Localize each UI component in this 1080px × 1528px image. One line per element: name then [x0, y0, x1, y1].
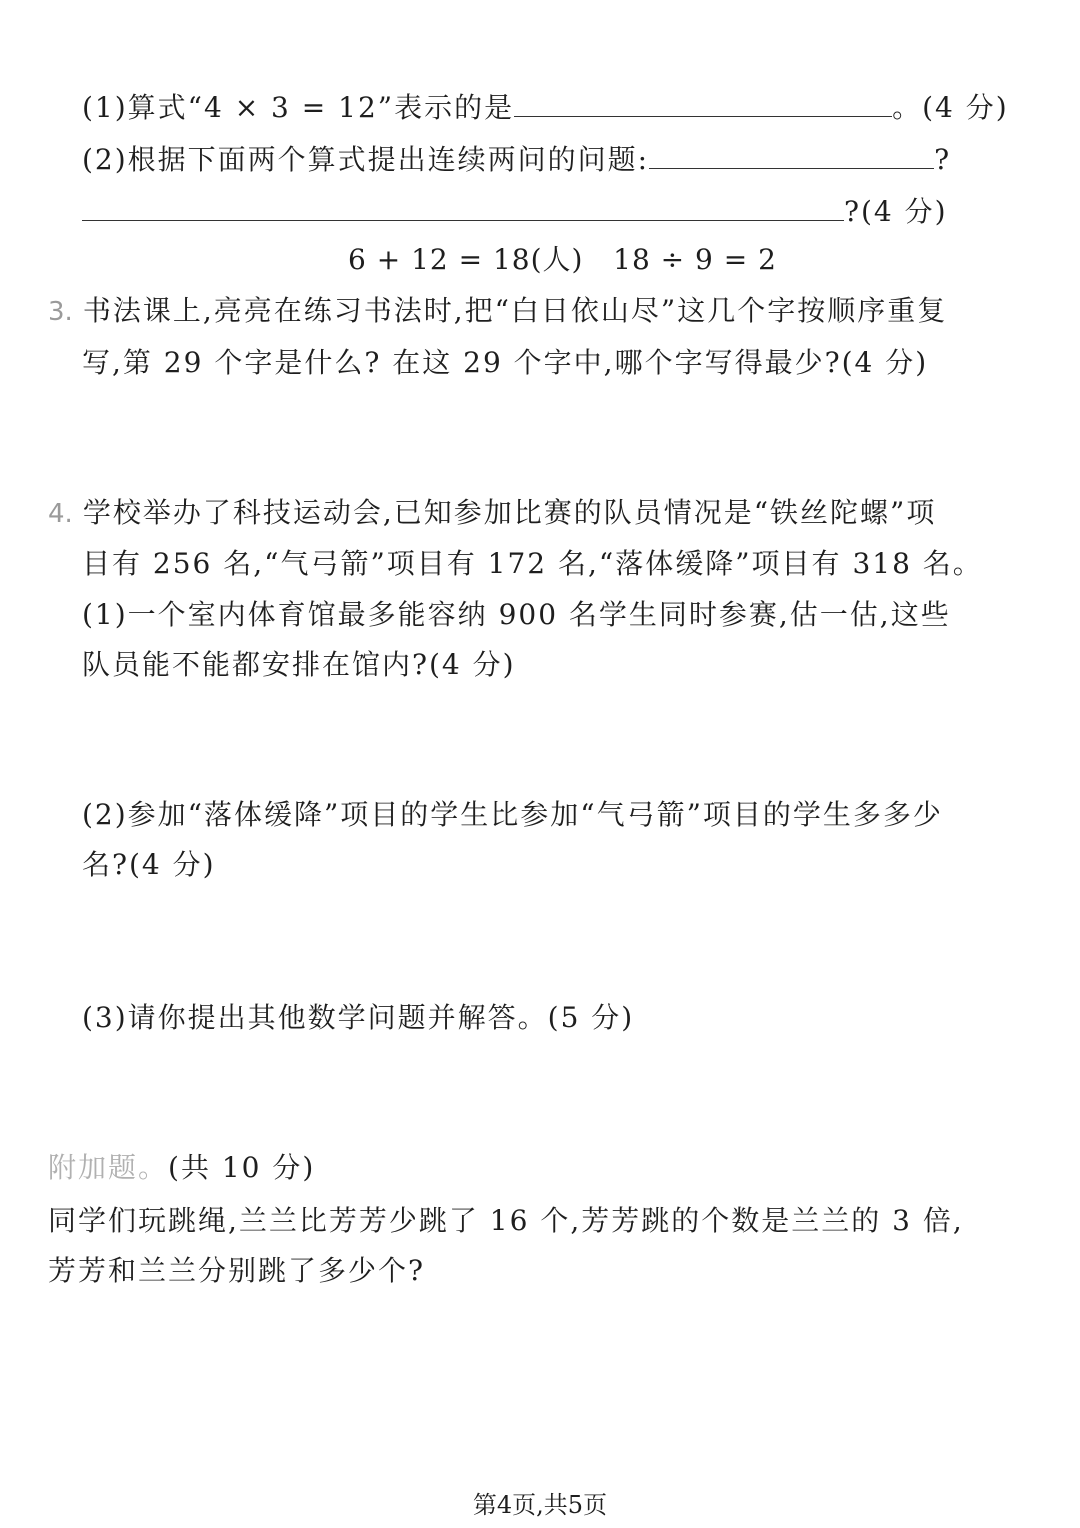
q4-sub2-line2: 名?(4 分): [82, 848, 216, 881]
q4-sub1-line1: (1)一个室内体育馆最多能容纳 900 名学生同时参赛,估一估,这些: [82, 598, 951, 631]
q3-text-1: 书法课上,亮亮在练习书法时,把“白日依山尽”这几个字按顺序重复: [82, 294, 948, 327]
bonus-heading-row: [48, 1150, 315, 1186]
q4-line2: 目有 256 名,“气弓箭”项目有 172 名,“落体缓降”项目有 318 名。: [82, 547, 983, 580]
q4-sub2-line1: (2)参加“落体缓降”项目的学生比参加“气弓箭”项目的学生多多少: [82, 798, 943, 831]
q4-number: 4.: [48, 499, 73, 529]
q2-sub1-blank[interactable]: [514, 90, 892, 117]
q3-line2: 写,第 29 个字是什么? 在这 29 个字中,哪个字写得最少?(4 分): [82, 346, 929, 379]
q2-sub1: [82, 90, 1009, 126]
q2-sub2: [82, 142, 951, 178]
q4-text-1: 学校举办了科技运动会,已知参加比赛的队员情况是“铁丝陀螺”项: [82, 496, 937, 529]
q2-sub2-line2: [82, 194, 948, 230]
q2-sub1-text: (1)算式“4 × 3 = 12”表示的是: [82, 91, 515, 124]
q2-sub1-end: 。(4 分): [892, 91, 1009, 124]
q2-formula: 6 + 12 = 18(人) 18 ÷ 9 = 2: [348, 243, 777, 276]
bonus-line1: 同学们玩跳绳,兰兰比芳芳少跳了 16 个,芳芳跳的个数是兰兰的 3 倍,: [48, 1204, 964, 1237]
q3-number: 3.: [48, 297, 73, 327]
q2-sub2-end2: ?(4 分): [844, 195, 948, 228]
q4-sub3: (3)请你提出其他数学问题并解答。(5 分): [82, 1001, 635, 1034]
q2-sub2-blank-1[interactable]: [649, 142, 934, 169]
q4-line1: [48, 495, 936, 532]
q4-sub1-line2: 队员能不能都安排在馆内?(4 分): [82, 648, 516, 681]
q2-sub2-text: (2)根据下面两个算式提出连续两问的问题:: [82, 143, 650, 176]
bonus-line2: 芳芳和兰兰分别跳了多少个?: [48, 1254, 426, 1287]
bonus-heading: 附加题。: [48, 1151, 169, 1184]
q3-line1: [48, 293, 947, 330]
q2-sub2-blank-2[interactable]: [82, 194, 844, 221]
bonus-points: (共 10 分): [168, 1151, 316, 1184]
page-number: 第4页,共5页: [472, 1491, 608, 1519]
q2-sub2-end1: ?: [934, 143, 952, 176]
